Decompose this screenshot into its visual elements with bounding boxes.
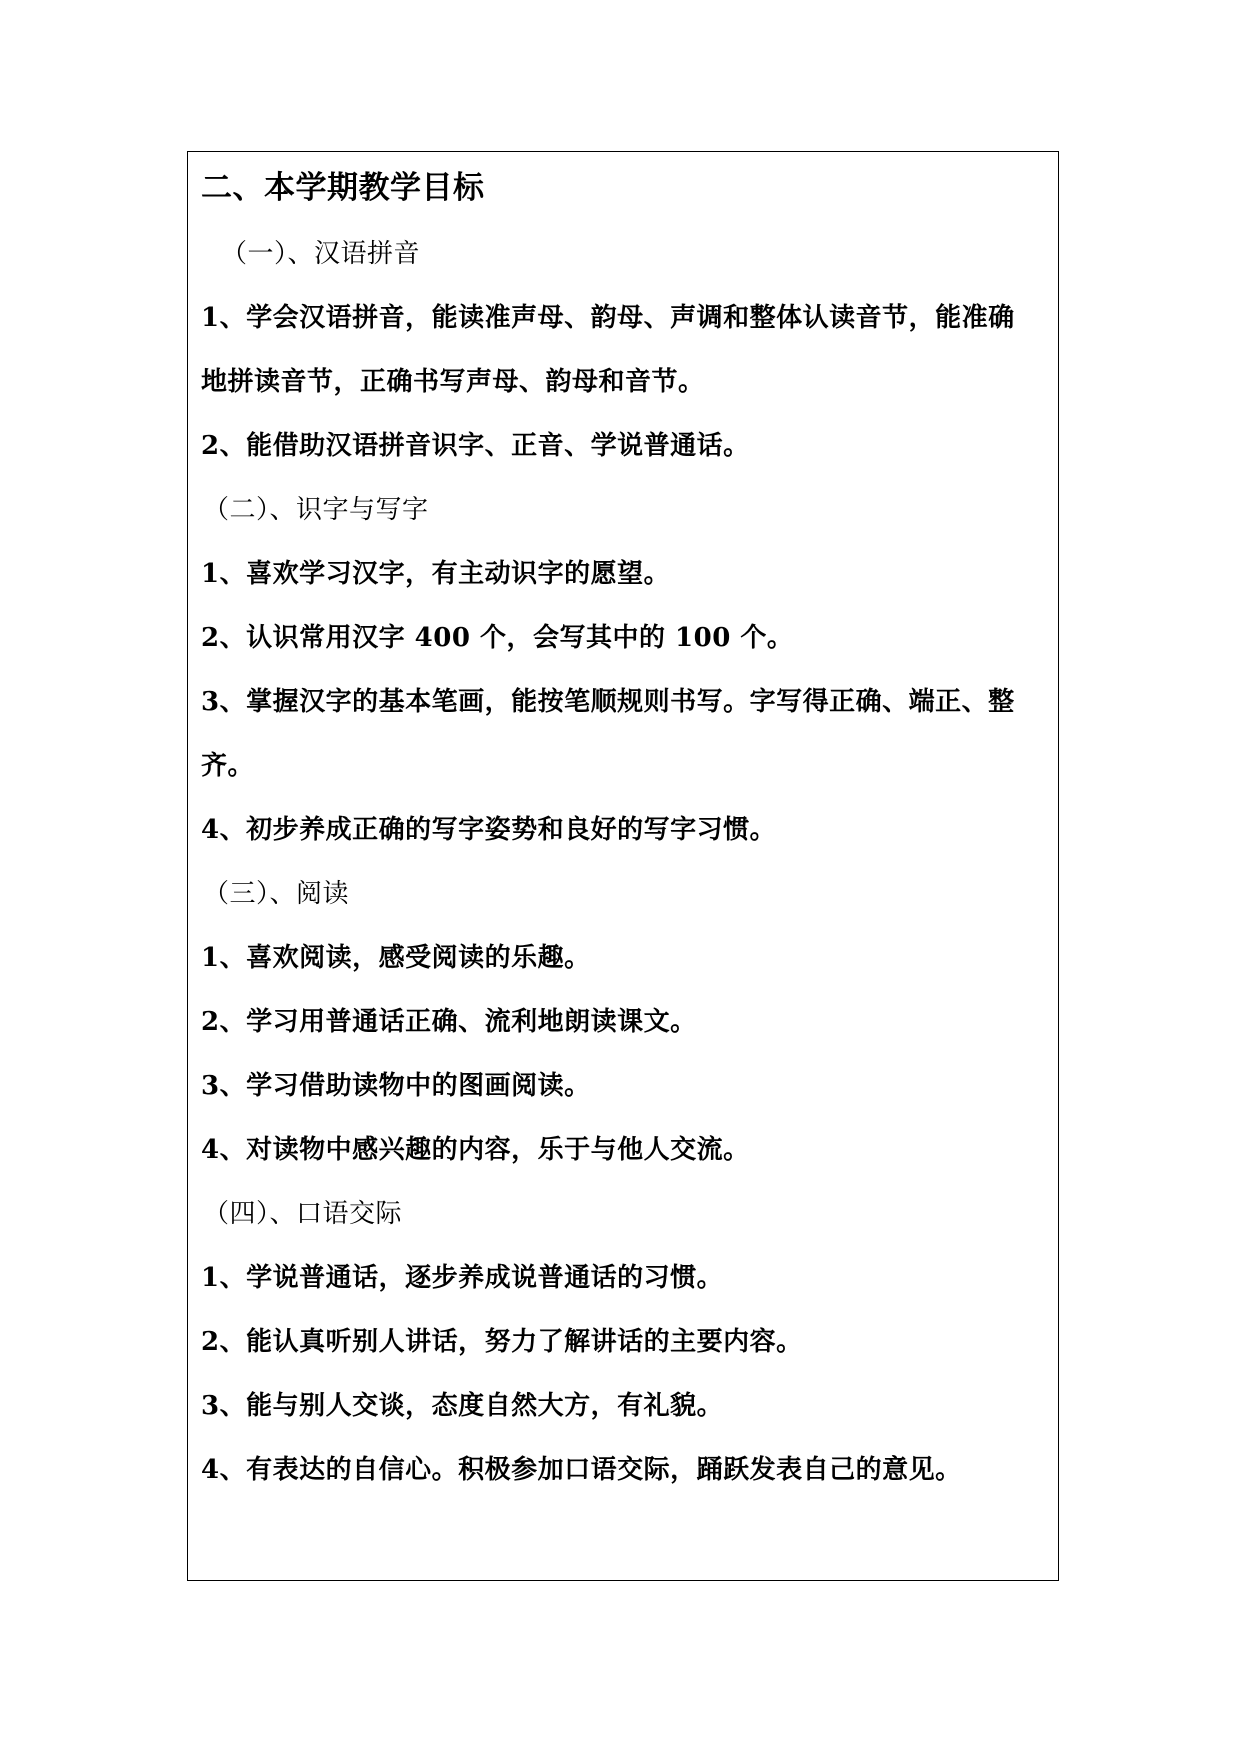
list-item: 1、喜欢阅读，感受阅读的乐趣。 <box>201 943 591 973</box>
list-item: 2、能借助汉语拼音识字、正音、学说普通话。 <box>201 431 750 461</box>
list-item: 1、喜欢学习汉字，有主动识字的愿望。 <box>201 559 671 589</box>
list-item: 3、掌握汉字的基本笔画，能按笔顺规则书写。字写得正确、端正、整齐。 <box>201 687 1015 781</box>
list-item: 4、有表达的自信心。积极参加口语交际，踊跃发表自己的意见。 <box>201 1455 962 1485</box>
list-item: 2、能认真听别人讲话，努力了解讲话的主要内容。 <box>201 1327 803 1357</box>
list-item: 4、初步养成正确的写字姿势和良好的写字习惯。 <box>201 815 777 845</box>
document-body <box>201 152 1048 1502</box>
page-title: 二、本学期教学目标 <box>201 170 485 206</box>
list-item: 3、能与别人交谈，态度自然大方，有礼貌。 <box>201 1391 724 1421</box>
section-heading-literacy: （二）、识字与写字 <box>203 495 429 525</box>
section-heading-oral-communication: （四）、口语交际 <box>203 1199 403 1229</box>
section-heading-reading: （三）、阅读 <box>203 879 350 909</box>
list-item: 2、认识常用汉字 400 个，会写其中的 100 个。 <box>201 623 794 653</box>
list-item: 1、学会汉语拼音，能读准声母、韵母、声调和整体认读音节，能准确地拼读音节，正确书写声母、韵母和音节。 <box>201 303 1015 397</box>
section-heading-pinyin: （一）、汉语拼音 <box>221 239 421 269</box>
list-item: 1、学说普通话，逐步养成说普通话的习惯。 <box>201 1263 724 1293</box>
list-item: 3、学习借助读物中的图画阅读。 <box>201 1071 591 1101</box>
list-item: 4、对读物中感兴趣的内容，乐于与他人交流。 <box>201 1135 750 1165</box>
content-table-cell <box>187 151 1059 1581</box>
list-item: 2、学习用普通话正确、流利地朗读课文。 <box>201 1007 697 1037</box>
